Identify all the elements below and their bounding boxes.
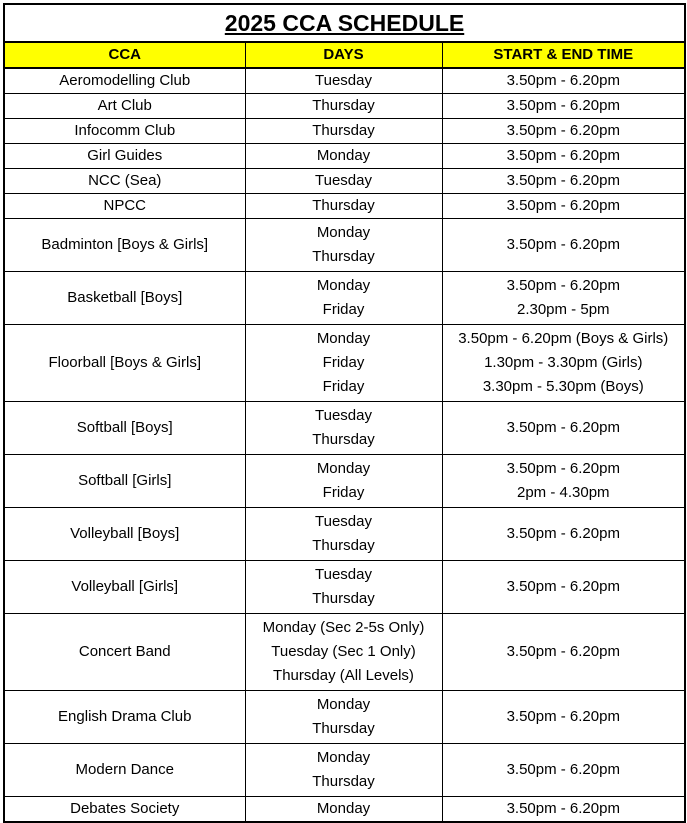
time-cell: [442, 744, 685, 797]
time-cell: [442, 402, 685, 455]
day-line: Thursday: [312, 197, 375, 214]
time-cell: [442, 219, 685, 272]
time-line: 3.50pm - 6.20pm (Boys & Girls): [458, 330, 669, 347]
day-line: Thursday: [312, 248, 375, 265]
day-line: Monday (Sec 2-5s Only): [262, 619, 425, 636]
days-cell: [245, 219, 442, 272]
cca-name-cell: Modern Dance: [4, 744, 245, 797]
time-cell: [442, 169, 685, 194]
days-cell: [245, 691, 442, 744]
day-line: Tuesday: [315, 566, 372, 583]
time-line: 3.30pm - 5.30pm (Boys): [482, 378, 644, 395]
day-line: Monday: [316, 460, 371, 477]
time-line: 3.50pm - 6.20pm: [506, 800, 620, 817]
time-line: 3.50pm - 6.20pm: [506, 197, 620, 214]
time-cell: [442, 94, 685, 119]
time-line: 3.50pm - 6.20pm: [506, 147, 620, 164]
cca-name-cell: NCC (Sea): [4, 169, 245, 194]
cca-schedule-table: [3, 3, 686, 823]
time-line: 3.50pm - 6.20pm: [506, 419, 620, 436]
day-line: Thursday: [312, 720, 375, 737]
time-line: 3.50pm - 6.20pm: [506, 122, 620, 139]
day-line: Friday: [322, 354, 365, 371]
header-time: START & END TIME: [442, 42, 685, 68]
table-row: [4, 272, 685, 325]
time-cell: [442, 272, 685, 325]
header-days: DAYS: [245, 42, 442, 68]
time-cell: [442, 455, 685, 508]
time-cell: [442, 691, 685, 744]
day-line: Tuesday: [315, 407, 372, 424]
cca-name-cell: Basketball [Boys]: [4, 272, 245, 325]
time-line: 3.50pm - 6.20pm: [506, 236, 620, 253]
days-cell: [245, 797, 442, 823]
day-line: Friday: [322, 378, 365, 395]
day-line: Monday: [316, 696, 371, 713]
cca-name-cell: English Drama Club: [4, 691, 245, 744]
table-row: [4, 797, 685, 823]
time-line: 3.50pm - 6.20pm: [506, 277, 620, 294]
day-line: Monday: [316, 224, 371, 241]
cca-name-cell: Volleyball [Boys]: [4, 508, 245, 561]
time-line: 2pm - 4.30pm: [516, 484, 610, 501]
table-row: [4, 691, 685, 744]
day-line: Tuesday (Sec 1 Only): [271, 643, 416, 660]
table-row: [4, 94, 685, 119]
cca-name-cell: Softball [Boys]: [4, 402, 245, 455]
days-cell: [245, 194, 442, 219]
time-cell: [442, 194, 685, 219]
cca-name-cell: Aeromodelling Club: [4, 68, 245, 94]
days-cell: [245, 68, 442, 94]
cca-name-cell: Volleyball [Girls]: [4, 561, 245, 614]
cca-name-cell: Art Club: [4, 94, 245, 119]
table-row: [4, 402, 685, 455]
days-cell: [245, 402, 442, 455]
cca-name-cell: NPCC: [4, 194, 245, 219]
cca-name-cell: Softball [Girls]: [4, 455, 245, 508]
days-cell: [245, 119, 442, 144]
days-cell: [245, 325, 442, 402]
table-row: [4, 68, 685, 94]
time-cell: [442, 68, 685, 94]
table-row: [4, 169, 685, 194]
day-line: Thursday: [312, 122, 375, 139]
time-line: 3.50pm - 6.20pm: [506, 72, 620, 89]
time-cell: [442, 561, 685, 614]
table-row: [4, 219, 685, 272]
table-row: [4, 144, 685, 169]
header-row: [4, 42, 685, 68]
cca-name-cell: Concert Band: [4, 614, 245, 691]
day-line: Friday: [322, 484, 365, 501]
time-cell: [442, 614, 685, 691]
schedule-body: [4, 68, 685, 822]
time-line: 3.50pm - 6.20pm: [506, 578, 620, 595]
time-line: 2.30pm - 5pm: [516, 301, 610, 318]
days-cell: [245, 272, 442, 325]
day-line: Tuesday: [315, 172, 372, 189]
day-line: Monday: [316, 749, 371, 766]
cca-name-cell: Infocomm Club: [4, 119, 245, 144]
day-line: Thursday: [312, 773, 375, 790]
cca-name-cell: Debates Society: [4, 797, 245, 823]
table-row: [4, 508, 685, 561]
time-line: 3.50pm - 6.20pm: [506, 761, 620, 778]
table-row: [4, 455, 685, 508]
header-cca: CCA: [4, 42, 245, 68]
table-row: [4, 194, 685, 219]
time-cell: [442, 119, 685, 144]
table-row: [4, 744, 685, 797]
table-row: [4, 561, 685, 614]
time-cell: [442, 508, 685, 561]
day-line: Monday: [316, 800, 371, 817]
day-line: Friday: [322, 301, 365, 318]
days-cell: [245, 455, 442, 508]
table-row: [4, 614, 685, 691]
days-cell: [245, 744, 442, 797]
time-line: 3.50pm - 6.20pm: [506, 643, 620, 660]
days-cell: [245, 94, 442, 119]
day-line: Monday: [316, 330, 371, 347]
day-line: Monday: [316, 147, 371, 164]
day-line: Monday: [316, 277, 371, 294]
cca-name-cell: Floorball [Boys & Girls]: [4, 325, 245, 402]
time-cell: [442, 325, 685, 402]
days-cell: [245, 614, 442, 691]
day-line: Thursday (All Levels): [273, 667, 414, 684]
time-line: 3.50pm - 6.20pm: [506, 97, 620, 114]
day-line: Tuesday: [315, 72, 372, 89]
table-row: [4, 119, 685, 144]
time-line: 3.50pm - 6.20pm: [506, 525, 620, 542]
time-line: 3.50pm - 6.20pm: [506, 708, 620, 725]
day-line: Thursday: [312, 537, 375, 554]
schedule-sheet: [3, 3, 684, 823]
days-cell: [245, 561, 442, 614]
day-line: Thursday: [312, 431, 375, 448]
days-cell: [245, 169, 442, 194]
day-line: Tuesday: [315, 513, 372, 530]
time-line: 3.50pm - 6.20pm: [506, 460, 620, 477]
time-cell: [442, 144, 685, 169]
schedule-title: 2025 CCA SCHEDULE: [4, 4, 685, 42]
table-row: [4, 325, 685, 402]
day-line: Thursday: [312, 97, 375, 114]
time-line: 3.50pm - 6.20pm: [506, 172, 620, 189]
day-line: Thursday: [312, 590, 375, 607]
days-cell: [245, 508, 442, 561]
days-cell: [245, 144, 442, 169]
time-cell: [442, 797, 685, 823]
cca-name-cell: Girl Guides: [4, 144, 245, 169]
cca-name-cell: Badminton [Boys & Girls]: [4, 219, 245, 272]
time-line: 1.30pm - 3.30pm (Girls): [484, 354, 643, 371]
